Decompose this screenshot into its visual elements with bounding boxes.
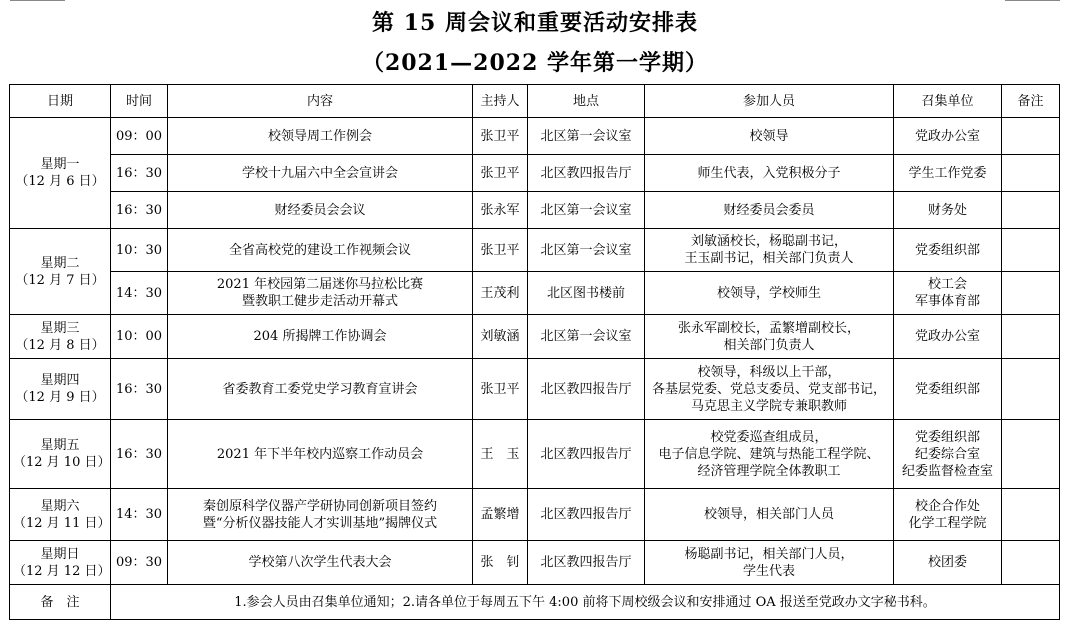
event-content	[168, 192, 473, 229]
header-time: 时间	[111, 85, 168, 118]
event-attendees	[645, 155, 894, 192]
organizer-line: 校工会	[927, 277, 967, 292]
event-host: 王 玉	[473, 420, 528, 489]
event-place: 北区教四报告厅	[528, 359, 645, 420]
organizer-line: 军事体育部	[914, 294, 980, 309]
attendee-line: 校领导，相关部门人员	[703, 507, 834, 522]
attendee-line: 师生代表，入党积极分子	[697, 165, 841, 181]
attendee-line: 各基层党委、党总支委员、党支部书记，	[651, 381, 886, 397]
content-line: 校领导周工作例会	[267, 128, 372, 144]
day-date: （12 月 9 日）	[15, 390, 105, 405]
event-place: 北区第一会议室	[528, 229, 645, 272]
event-time: 09：30	[111, 541, 168, 585]
header-place: 地点	[528, 85, 645, 118]
event-time: 16：30	[111, 420, 168, 489]
event-place: 北区第一会议室	[528, 192, 645, 229]
event-host: 王茂利	[473, 272, 528, 315]
top-border-fragment-right	[1005, 0, 1060, 1]
event-note	[1002, 541, 1060, 585]
day-cell-wednesday	[10, 315, 111, 359]
attendee-line: 经济管理学院全体教职工	[697, 463, 841, 479]
event-organizer	[894, 489, 1002, 541]
footer-row	[10, 585, 1060, 620]
day-name: 星期一	[40, 157, 80, 172]
event-organizer	[894, 315, 1002, 359]
top-border-fragment-left	[10, 0, 65, 1]
event-host: 孟繁增	[473, 489, 528, 541]
event-note	[1002, 420, 1060, 489]
event-time: 10：00	[111, 315, 168, 359]
table-row	[10, 155, 1060, 192]
table-row	[10, 315, 1060, 359]
event-content	[168, 359, 473, 420]
event-attendees	[645, 420, 894, 489]
day-name: 星期三	[40, 320, 80, 336]
event-time: 10：30	[111, 229, 168, 272]
organizer-line: 纪委综合室	[914, 446, 980, 462]
header-content: 内容	[168, 85, 473, 118]
organizer-line: 党政办公室	[914, 329, 980, 344]
event-organizer	[894, 155, 1002, 192]
event-organizer	[894, 192, 1002, 229]
attendee-line: 校领导，科级以上干部，	[697, 364, 841, 380]
organizer-line: 校团委	[927, 555, 967, 570]
footer-label: 备 注	[10, 585, 111, 620]
event-attendees	[645, 359, 894, 420]
event-content	[168, 420, 473, 489]
event-note	[1002, 155, 1060, 192]
day-name: 星期五	[40, 438, 80, 453]
event-place: 北区教四报告厅	[528, 489, 645, 541]
event-attendees	[645, 272, 894, 315]
event-place: 北区教四报告厅	[528, 420, 645, 489]
event-time: 16：30	[111, 359, 168, 420]
event-place: 北区第一会议室	[528, 315, 645, 359]
day-cell-saturday	[10, 489, 111, 541]
event-time: 14：30	[111, 272, 168, 315]
organizer-line: 化学工程学院	[908, 515, 987, 531]
attendee-line: 校领导，学校师生	[716, 285, 821, 301]
event-content	[168, 155, 473, 192]
event-time: 16：30	[111, 192, 168, 229]
day-date: （12 月 10 日）	[13, 455, 111, 470]
event-organizer	[894, 420, 1002, 489]
header-remarks: 备注	[1002, 85, 1060, 118]
event-host: 张卫平	[473, 155, 528, 192]
event-host: 张卫平	[473, 359, 528, 420]
event-organizer	[894, 541, 1002, 585]
table-row	[10, 229, 1060, 272]
event-place: 北区第一会议室	[528, 118, 645, 155]
attendee-line: 校党委巡查组成员，	[710, 429, 828, 445]
event-content	[168, 229, 473, 272]
event-content	[168, 489, 473, 541]
footer-text: 1.参会人员由召集单位通知；2.请各单位于每周五下午 4:00 前将下周校级会议和安排通过 OA 报送至党政办文字秘书科。	[111, 585, 1060, 620]
day-cell-thursday	[10, 359, 111, 420]
content-line: 学校十九届六中全会宣讲会	[241, 165, 398, 181]
organizer-line: 纪委监督检查室	[901, 463, 993, 479]
event-host: 刘敏涵	[473, 315, 528, 359]
attendee-line: 电子信息学院、建筑与热能工程学院、	[658, 446, 880, 462]
content-line: 秦创原科学仪器产学研协同创新项目签约	[202, 498, 437, 514]
schedule-table	[9, 84, 1060, 620]
day-date: （12 月 7 日）	[15, 272, 105, 288]
header-organizer: 召集单位	[894, 85, 1002, 118]
day-cell-tuesday	[10, 229, 111, 315]
organizer-line: 校企合作处	[914, 498, 980, 514]
event-attendees	[645, 118, 894, 155]
event-time: 09：00	[111, 118, 168, 155]
day-cell-monday	[10, 118, 111, 229]
attendee-line: 张永军副校长，孟繁增副校长，	[677, 320, 860, 336]
day-date: （12 月 8 日）	[15, 337, 105, 353]
page-subtitle: （2021—2022 学年第一学期）	[361, 50, 709, 76]
event-content	[168, 118, 473, 155]
event-host: 张卫平	[473, 118, 528, 155]
event-attendees	[645, 541, 894, 585]
event-place: 北区教四报告厅	[528, 541, 645, 585]
header-row	[10, 85, 1060, 118]
attendee-line: 相关部门负责人	[723, 337, 815, 353]
day-date: （12 月 6 日）	[15, 174, 105, 189]
organizer-line: 党政办公室	[914, 128, 980, 144]
organizer-line: 学生工作党委	[908, 165, 987, 181]
event-content	[168, 272, 473, 315]
table-row	[10, 420, 1060, 489]
organizer-line: 党委组织部	[914, 242, 980, 258]
day-date: （12 月 11 日）	[13, 515, 111, 531]
event-attendees	[645, 315, 894, 359]
event-note	[1002, 192, 1060, 229]
day-date: （12 月 12 日）	[13, 563, 111, 579]
content-line: 省委教育工委党史学习教育宣讲会	[222, 381, 418, 397]
table-row	[10, 272, 1060, 315]
event-attendees	[645, 229, 894, 272]
event-time: 14：30	[111, 489, 168, 541]
attendee-line: 王玉副书记，相关部门负责人	[684, 251, 854, 266]
table-row	[10, 118, 1060, 155]
event-organizer	[894, 272, 1002, 315]
day-cell-sunday	[10, 541, 111, 585]
event-note	[1002, 359, 1060, 420]
event-note	[1002, 118, 1060, 155]
organizer-line: 党委组织部	[914, 429, 980, 445]
event-note	[1002, 229, 1060, 272]
content-line: 2021 年下半年校内巡察工作动员会	[216, 446, 424, 462]
event-attendees	[645, 489, 894, 541]
header-date: 日期	[10, 85, 111, 118]
content-line: 财经委员会会议	[274, 202, 366, 218]
content-line: 学校第八次学生代表大会	[248, 555, 392, 570]
table-row	[10, 192, 1060, 229]
content-line: 暨教职工健步走活动开幕式	[241, 294, 398, 309]
event-organizer	[894, 359, 1002, 420]
page-title: 第 15 周会议和重要活动安排表	[372, 10, 698, 36]
event-organizer	[894, 118, 1002, 155]
content-line: 204 所揭牌工作协调会	[253, 329, 387, 344]
day-name: 星期六	[40, 498, 80, 514]
event-note	[1002, 272, 1060, 315]
event-host: 张永军	[473, 192, 528, 229]
event-host: 张卫平	[473, 229, 528, 272]
event-host: 张 钊	[473, 541, 528, 585]
event-place: 北区教四报告厅	[528, 155, 645, 192]
header-attendees: 参加人员	[645, 85, 894, 118]
attendee-line: 学生代表	[742, 563, 795, 579]
content-line: 暨“分析仪器技能人才实训基地”揭牌仪式	[202, 515, 438, 531]
event-place: 北区图书楼前	[528, 272, 645, 315]
attendee-line: 校领导	[749, 128, 789, 144]
table-row	[10, 359, 1060, 420]
header-host: 主持人	[473, 85, 528, 118]
event-attendees	[645, 192, 894, 229]
attendee-line: 杨聪副书记，相关部门人员，	[684, 546, 854, 562]
event-organizer	[894, 229, 1002, 272]
organizer-line: 党委组织部	[914, 381, 980, 397]
event-note	[1002, 315, 1060, 359]
attendee-line: 财经委员会委员	[723, 202, 815, 218]
day-name: 星期二	[40, 255, 80, 271]
event-content	[168, 315, 473, 359]
event-note	[1002, 489, 1060, 541]
day-name: 星期四	[40, 373, 80, 388]
content-line: 全省高校党的建设工作视频会议	[228, 242, 411, 258]
organizer-line: 财务处	[927, 202, 967, 218]
attendee-line: 刘敏涵校长，杨聪副书记，	[690, 234, 847, 249]
event-time: 16：30	[111, 155, 168, 192]
attendee-line: 马克思主义学院专兼职教师	[690, 398, 847, 414]
content-line: 2021 年校园第二届迷你马拉松比赛	[216, 277, 424, 292]
table-row	[10, 489, 1060, 541]
day-cell-friday	[10, 420, 111, 489]
table-row	[10, 541, 1060, 585]
event-content	[168, 541, 473, 585]
day-name: 星期日	[40, 546, 80, 562]
